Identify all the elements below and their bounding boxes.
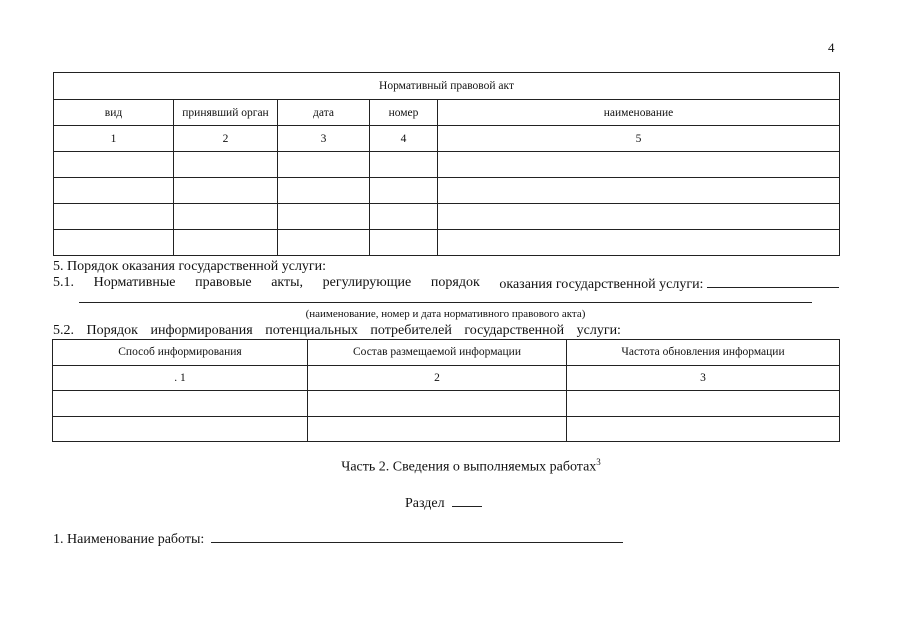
column-number: 4 <box>370 126 438 152</box>
column-header: Частота обновления информации <box>567 340 840 366</box>
column-number: 2 <box>308 365 567 391</box>
table-row <box>53 416 840 442</box>
s51-word: оказания государственной услуги: <box>499 277 704 292</box>
fill-in-line <box>79 302 812 303</box>
column-number: 5 <box>438 126 840 152</box>
work-name-line <box>53 530 623 548</box>
work-name-label: 1. Наименование работы: <box>53 532 205 547</box>
table-row <box>54 152 840 178</box>
field-caption: (наименование, номер и дата нормативного правового акта) <box>305 308 586 320</box>
fill-in-line <box>452 494 482 507</box>
part-2-title <box>0 457 905 476</box>
column-number: 3 <box>567 365 840 391</box>
informing-table <box>52 339 840 442</box>
part-2-title-text: Часть 2. Сведения о выполняемых работах <box>341 459 597 475</box>
s51-word: Нормативные <box>93 275 176 290</box>
column-header: наименование <box>438 100 840 126</box>
page-number: 4 <box>828 40 835 55</box>
s52-word: потенциальных <box>265 323 358 338</box>
s52-word: 5.2. <box>53 323 74 338</box>
s52-word: услуги: <box>576 323 621 338</box>
column-number: 2 <box>174 126 278 152</box>
s51-word: правовые <box>195 275 252 290</box>
column-header: Способ информирования <box>53 340 308 366</box>
section-5-title: 5. Порядок оказания государственной услуги: <box>53 259 327 274</box>
s51-tail <box>499 275 839 293</box>
table-row <box>53 391 840 417</box>
s51-word: акты, <box>271 275 304 290</box>
s51-word: порядок <box>430 275 480 290</box>
normative-act-table <box>53 72 840 256</box>
column-header: дата <box>278 100 370 126</box>
column-header: принявший орган <box>174 100 278 126</box>
fill-in-line <box>707 275 839 288</box>
section-5-2-line <box>53 323 621 339</box>
table-header: Нормативный правовой акт <box>54 73 840 100</box>
s52-word: потребителей <box>370 323 452 338</box>
column-header: номер <box>370 100 438 126</box>
s51-word: регулирующие <box>322 275 412 290</box>
fill-in-line <box>211 530 623 543</box>
column-number: 3 <box>278 126 370 152</box>
column-header: Состав размещаемой информации <box>308 340 567 366</box>
s52-word: информирования <box>150 323 253 338</box>
table-row <box>54 178 840 204</box>
section-5-1-line <box>53 275 839 293</box>
column-number: . 1 <box>53 365 308 391</box>
table-row <box>54 230 840 256</box>
footnote-mark: 3 <box>596 457 601 467</box>
section-label <box>405 494 482 512</box>
column-number: 1 <box>54 126 174 152</box>
table-row <box>54 204 840 230</box>
s52-word: государственной <box>464 323 565 338</box>
section-label-text: Раздел <box>405 496 445 511</box>
s51-word: 5.1. <box>53 275 74 290</box>
column-header: вид <box>54 100 174 126</box>
s52-word: Порядок <box>86 323 138 338</box>
